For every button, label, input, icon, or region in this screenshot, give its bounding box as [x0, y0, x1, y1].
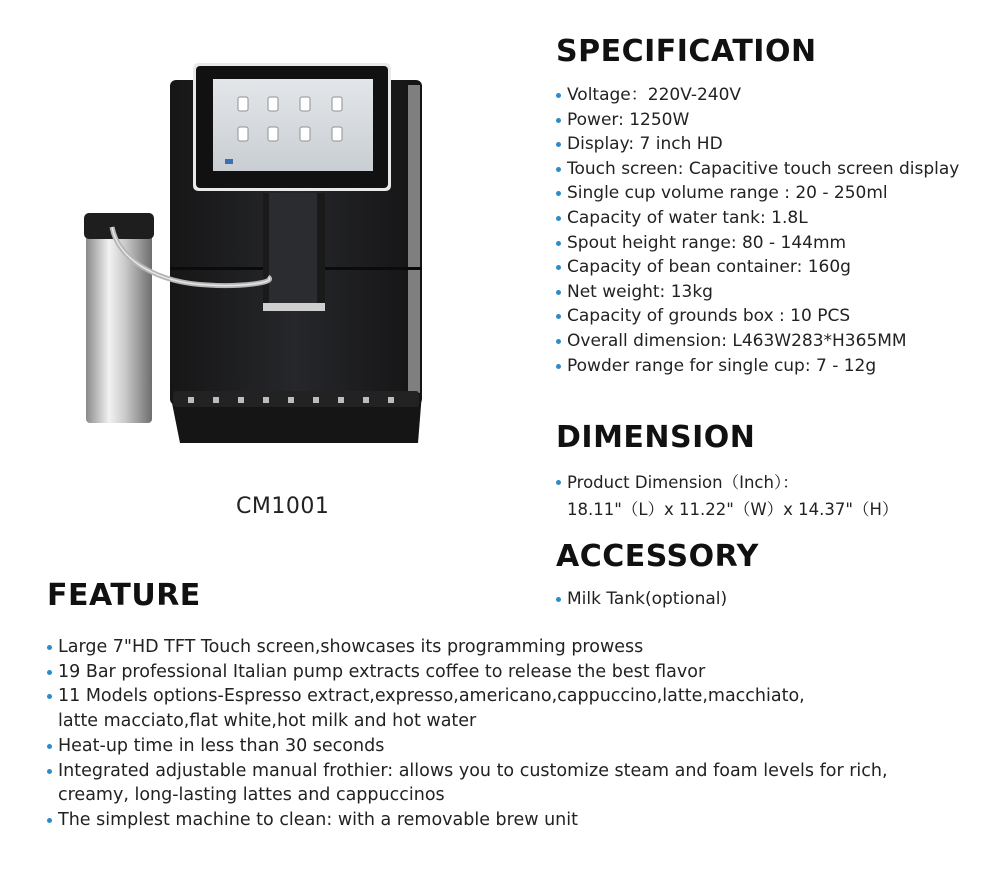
feature-text: 19 Bar professional Italian pump extracts coffee to release the best flavor — [58, 661, 706, 682]
list-item: Capacity of bean container: 160g — [556, 255, 959, 280]
feature-text: The simplest machine to clean: with a removable brew unit — [58, 809, 578, 830]
coffee-machine-image — [78, 55, 428, 455]
specification-list — [556, 83, 959, 378]
list-item — [47, 660, 888, 685]
list-item: Power: 1250W — [556, 108, 959, 133]
feature-text-continued: latte macciato,flat white,hot milk and hot water — [58, 711, 477, 732]
list-item: Overall dimension: L463W283*H365MM — [556, 329, 959, 354]
list-item: Spout height range: 80 - 144mm — [556, 231, 959, 256]
feature-text: 11 Models options-Espresso extract,expresso,americano,cappuccino,latte,macchiato, — [58, 686, 805, 707]
list-item: Powder range for single cup: 7 - 12g — [556, 354, 959, 379]
list-item — [47, 734, 888, 759]
model-label: CM1001 — [236, 494, 330, 519]
list-item — [47, 759, 888, 808]
accessory-list — [556, 586, 727, 612]
dimension-value: 18.11"（L）x 11.22"（W）x 14.37"（H） — [567, 500, 899, 519]
feature-text: Large 7"HD TFT Touch screen,showcases its programming prowess — [58, 637, 644, 657]
list-item — [47, 684, 888, 733]
list-item: Touch screen: Capacitive touch screen display — [556, 157, 959, 182]
list-item — [47, 635, 888, 660]
list-item: Milk Tank(optional) — [556, 586, 727, 612]
accessory-heading: ACCESSORY — [556, 539, 759, 574]
feature-heading: FEATURE — [47, 578, 201, 613]
feature-list — [47, 635, 888, 833]
list-item: Capacity of grounds box : 10 PCS — [556, 304, 959, 329]
feature-text-continued: creamy, long-lasting lattes and cappuccinos — [58, 785, 445, 806]
specification-heading: SPECIFICATION — [556, 34, 817, 69]
dimension-heading: DIMENSION — [556, 420, 756, 455]
list-item: Capacity of water tank: 1.8L — [556, 206, 959, 231]
list-item: Display: 7 inch HD — [556, 132, 959, 157]
list-item: Single cup volume range : 20 - 250ml — [556, 181, 959, 206]
dimension-label: Product Dimension（Inch）： — [556, 469, 898, 496]
feature-text: Heat-up time in less than 30 seconds — [58, 735, 385, 756]
list-item: Net weight: 13kg — [556, 280, 959, 305]
dimension-list — [556, 469, 898, 523]
feature-text: Integrated adjustable manual frothier: allows you to customize steam and foam levels for rich, — [58, 760, 888, 781]
list-item — [47, 808, 888, 833]
list-item: Voltage：220V-240V — [556, 83, 959, 108]
